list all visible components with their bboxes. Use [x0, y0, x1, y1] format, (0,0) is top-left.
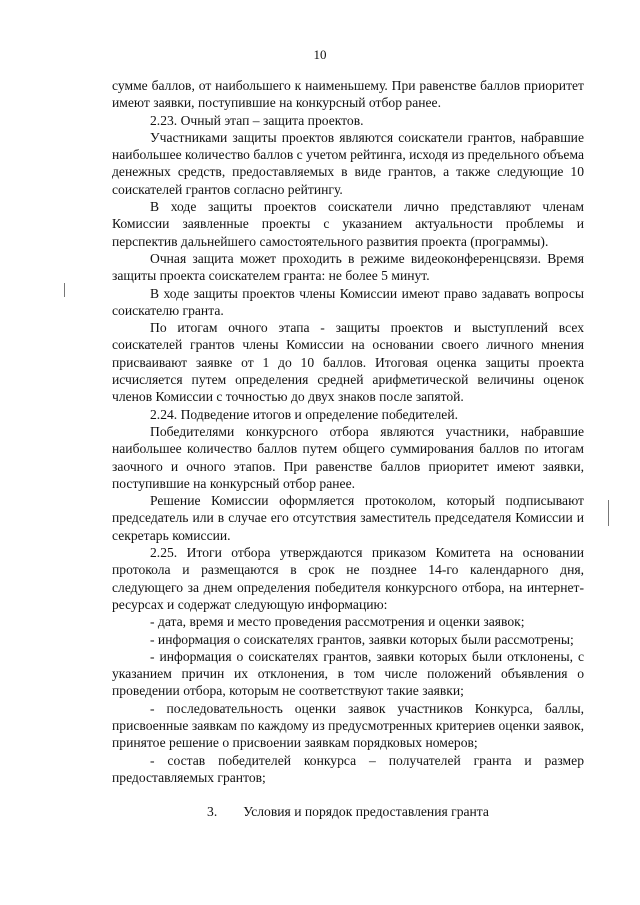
- list-item-evaluation-sequence: - последовательность оценки заявок участников Конкурса, баллы, присвоенные заявкам по каждому из предусмотренных критериев оценки заявок, принятое решение о присвоении заявкам порядковых номеров;: [112, 700, 584, 751]
- page-number: 10: [313, 47, 327, 62]
- list-item-considered-applicants: - информация о соискателях грантов, заявки которых были рассмотрены;: [150, 631, 574, 647]
- paragraph-questions: В ходе защиты проектов члены Комиссии имеют право задавать вопросы соискателю гранта.: [112, 285, 584, 318]
- paragraph-2-23-heading: 2.23. Очный этап – защита проектов.: [150, 112, 364, 128]
- section-number: 3.: [207, 804, 218, 819]
- scan-margin-mark-left: [64, 283, 65, 297]
- paragraph-participants: Участниками защиты проектов являются соискатели грантов, набравшие наибольшее количество баллов с учетом рейтинга, исходя из предельного объема денежных средств, предоставляемых в виде грантов, а также следующие 10 соискателей грантов согласно рейтингу.: [112, 129, 584, 197]
- paragraph-scoring: По итогам очного этапа - защиты проектов и выступлений всех соискателей грантов члены Комиссии на основании своего личного мнения присваивают заявке от 1 до 10 баллов. Итоговая оценка защиты проекта исчисляется путем определения средней арифметической величины оценок членов Комиссии с точностью до двух знаков после запятой.: [112, 320, 584, 405]
- paragraph-defense-presentation: В ходе защиты проектов соискатели лично представляют членам Комиссии заявленные проекты с указанием актуальности проблемы и перспектив дальнейшего самостоятельного развития проекта (программы).: [112, 199, 584, 249]
- paragraph-videoconference: Очная защита может проходить в режиме видеоконференцсвязи. Время защиты проекта соискателем гранта: не более 5 минут.: [112, 250, 584, 284]
- paragraph-2-24-heading: 2.24. Подведение итогов и определение победителей.: [150, 406, 458, 422]
- section-title: Условия и порядок предоставления гранта: [243, 804, 489, 819]
- scan-margin-mark-right: [608, 500, 609, 526]
- section-heading: [112, 803, 584, 820]
- paragraph-2-25-results: 2.25. Итоги отбора утверждаются приказом Комитета на основании протокола и размещаются в срок не позднее 14-го календарного дня, следующего за днем определения победителя конкурсного отбора, на интернет-ресурсах и содержат следующую информацию:: [112, 545, 584, 612]
- list-item-date-time-place: - дата, время и место проведения рассмотрения и оценки заявок;: [150, 614, 525, 630]
- document-body: [112, 77, 584, 786]
- paragraph-winners: Победителями конкурсного отбора являются участники, набравшие наибольшее количество баллов путем общего суммирования баллов по итогам заочного и очного этапов. При равенстве баллов приоритет имеют заявки, поступившие на конкурсный отбор ранее.: [112, 423, 584, 491]
- paragraph-protocol: Решение Комиссии оформляется протоколом, который подписывают председатель или в случае его отсутствия заместитель председателя Комиссии и секретарь комиссии.: [112, 493, 584, 543]
- list-item-winners-composition: - состав победителей конкурса – получателей гранта и размер предоставляемых грантов;: [112, 752, 584, 785]
- paragraph-continuation: сумме баллов, от наибольшего к наименьшему. При равенстве баллов приоритет имеют заявки, поступившие на конкурсный отбор ранее.: [112, 78, 584, 111]
- list-item-rejected-applicants: - информация о соискателях грантов, заявки которых были отклонены, с указанием причин их отклонения, в том числе положений объявления о проведении отбора, которым не соответствуют такие заявки;: [112, 648, 584, 699]
